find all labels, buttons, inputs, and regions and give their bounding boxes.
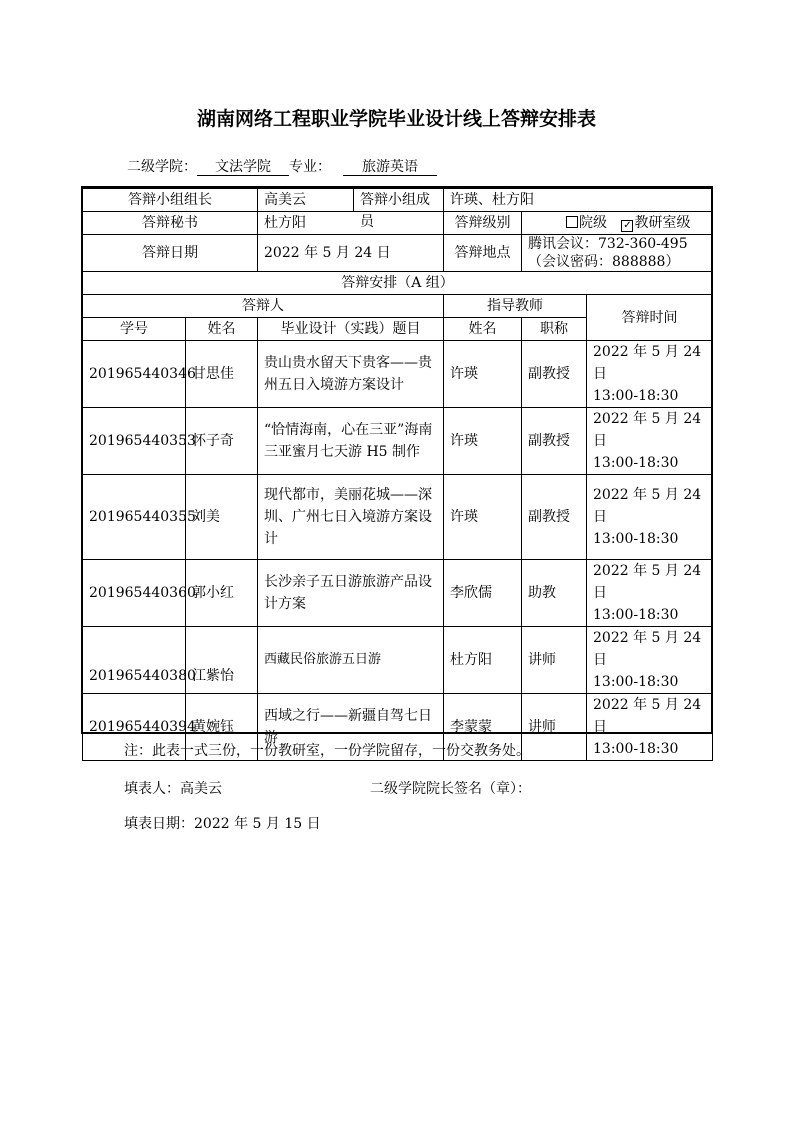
topic: “恰情海南，心在三亚”海南三亚蜜月七天游 H5 制作 <box>258 408 444 475</box>
col-header-topic: 毕业设计（实践）题目 <box>258 318 444 341</box>
defense-hours: 13:00-18:30 <box>593 531 679 547</box>
checkbox-department[interactable]: ✓ <box>623 220 632 231</box>
defense-hours: 13:00-18:30 <box>593 674 679 690</box>
leader-label: 答辩小组组长 <box>83 189 258 212</box>
topic: 长沙亲子五日游旅游产品设计方案 <box>258 560 444 627</box>
table-row <box>83 560 713 627</box>
col-header-rank: 职称 <box>522 318 587 341</box>
student-name: 黄婉钰 <box>186 694 258 761</box>
student-id: 201965440360 <box>83 560 186 627</box>
college-value: 文法学院 <box>197 159 289 176</box>
advisor-name: 李蒙蒙 <box>444 694 522 761</box>
topic: 现代都市，美丽花城——深圳、广州七日入境游方案设计 <box>258 475 444 560</box>
defense-hours: 13:00-18:30 <box>593 455 679 471</box>
date-value: 2022 年 5 月 24 日 <box>258 235 444 272</box>
defense-date: 2022 年 5 月 24 日 <box>593 563 702 601</box>
advisor-rank: 副教授 <box>522 475 587 560</box>
info-row-leader <box>83 189 713 212</box>
location-value: 腾讯会议：732-360-495（会议密码：888888） <box>522 235 713 272</box>
college-label: 二级学院： <box>127 159 197 175</box>
student-id: 201965440394 <box>83 694 186 761</box>
level-label: 答辩级别 <box>444 212 522 235</box>
defense-hours: 13:00-18:30 <box>593 741 679 757</box>
defense-date: 2022 年 5 月 24 日 <box>593 487 702 525</box>
info-row-secretary <box>83 212 713 235</box>
location-label: 答辩地点 <box>444 235 522 272</box>
table-row <box>83 627 713 694</box>
schedule-title-row <box>83 272 713 295</box>
advisor-rank: 助教 <box>522 560 587 627</box>
defense-time <box>587 694 713 761</box>
student-name: 甘思佳 <box>186 341 258 408</box>
defense-date: 2022 年 5 月 24 日 <box>593 630 702 668</box>
footer-note: 注：此表一式三份，一份教研室，一份学院留存，一份交教务处。 <box>124 743 530 759</box>
advisor-group-header: 指导教师 <box>444 295 587 318</box>
col-header-name: 姓名 <box>186 318 258 341</box>
advisor-name: 许瑛 <box>444 341 522 408</box>
topic: 贵山贵水留天下贵客——贵州五日入境游方案设计 <box>258 341 444 408</box>
student-name: 刘美 <box>186 475 258 560</box>
defense-hours: 13:00-18:30 <box>593 388 679 404</box>
defense-date: 2022 年 5 月 24 日 <box>593 411 702 449</box>
defense-hours: 13:00-18:30 <box>593 607 679 623</box>
advisor-name: 许瑛 <box>444 475 522 560</box>
advisor-name: 许瑛 <box>444 408 522 475</box>
advisor-rank: 讲师 <box>522 627 587 694</box>
student-name: 江紫怡 <box>186 627 258 694</box>
student-id: 201965440355 <box>83 475 186 560</box>
defense-time <box>587 408 713 475</box>
footer-dean-sign: 二级学院院长签名（章）： <box>370 781 531 797</box>
group-header-row <box>83 295 713 318</box>
schedule-title: 答辩安排（A 组） <box>83 272 713 295</box>
level-option1: 院级 <box>579 215 607 231</box>
level-options <box>522 212 713 235</box>
advisor-rank: 副教授 <box>522 341 587 408</box>
table-row <box>83 341 713 408</box>
student-id: 201965440346 <box>83 341 186 408</box>
leader-value: 高美云 <box>258 189 354 211</box>
advisor-rank: 讲师 <box>522 694 587 761</box>
document-title: 湖南网络工程职业学院毕业设计线上答辩安排表 <box>196 108 596 130</box>
footer-filler: 填表人：高美云 <box>124 781 222 797</box>
advisor-rank: 副教授 <box>522 408 587 475</box>
student-name: 郭小红 <box>186 560 258 627</box>
secretary-label: 答辩秘书 <box>83 212 258 235</box>
members-value: 许瑛、杜方阳 <box>444 189 713 212</box>
table-row <box>83 408 713 475</box>
secretary-value: 杜方阳 <box>258 212 444 235</box>
defense-time <box>587 627 713 694</box>
header-line <box>127 156 437 176</box>
student-name: 怀子奇 <box>186 408 258 475</box>
topic: 西域之行——新疆自驾七日游 <box>258 694 444 761</box>
footer-fill-date: 填表日期：2022 年 5 月 15 日 <box>124 816 321 832</box>
schedule-table <box>82 188 713 761</box>
col-header-id: 学号 <box>83 318 186 341</box>
level-option2: 教研室级 <box>634 215 691 231</box>
time-header: 答辩时间 <box>587 295 713 341</box>
defense-time <box>587 475 713 560</box>
defense-time <box>587 341 713 408</box>
info-row-date <box>83 235 713 272</box>
table-row <box>83 475 713 560</box>
date-label: 答辩日期 <box>83 235 258 272</box>
defense-date: 2022 年 5 月 24 日 <box>593 697 702 735</box>
student-id: 201965440380 <box>83 627 186 694</box>
defense-date: 2022 年 5 月 24 日 <box>593 344 702 382</box>
checkbox-school[interactable] <box>566 216 578 228</box>
defense-time <box>587 560 713 627</box>
student-id: 201965440353 <box>83 408 186 475</box>
members-label: 答辩小组成员 <box>360 192 430 230</box>
student-group-header: 答辩人 <box>83 295 444 318</box>
advisor-name: 李欣儒 <box>444 560 522 627</box>
advisor-name: 杜方阳 <box>444 627 522 694</box>
major-label: 专业： <box>289 159 331 175</box>
col-header-advisor: 姓名 <box>444 318 522 341</box>
major-value: 旅游英语 <box>343 159 437 176</box>
topic: 西藏民俗旅游五日游 <box>258 627 444 694</box>
